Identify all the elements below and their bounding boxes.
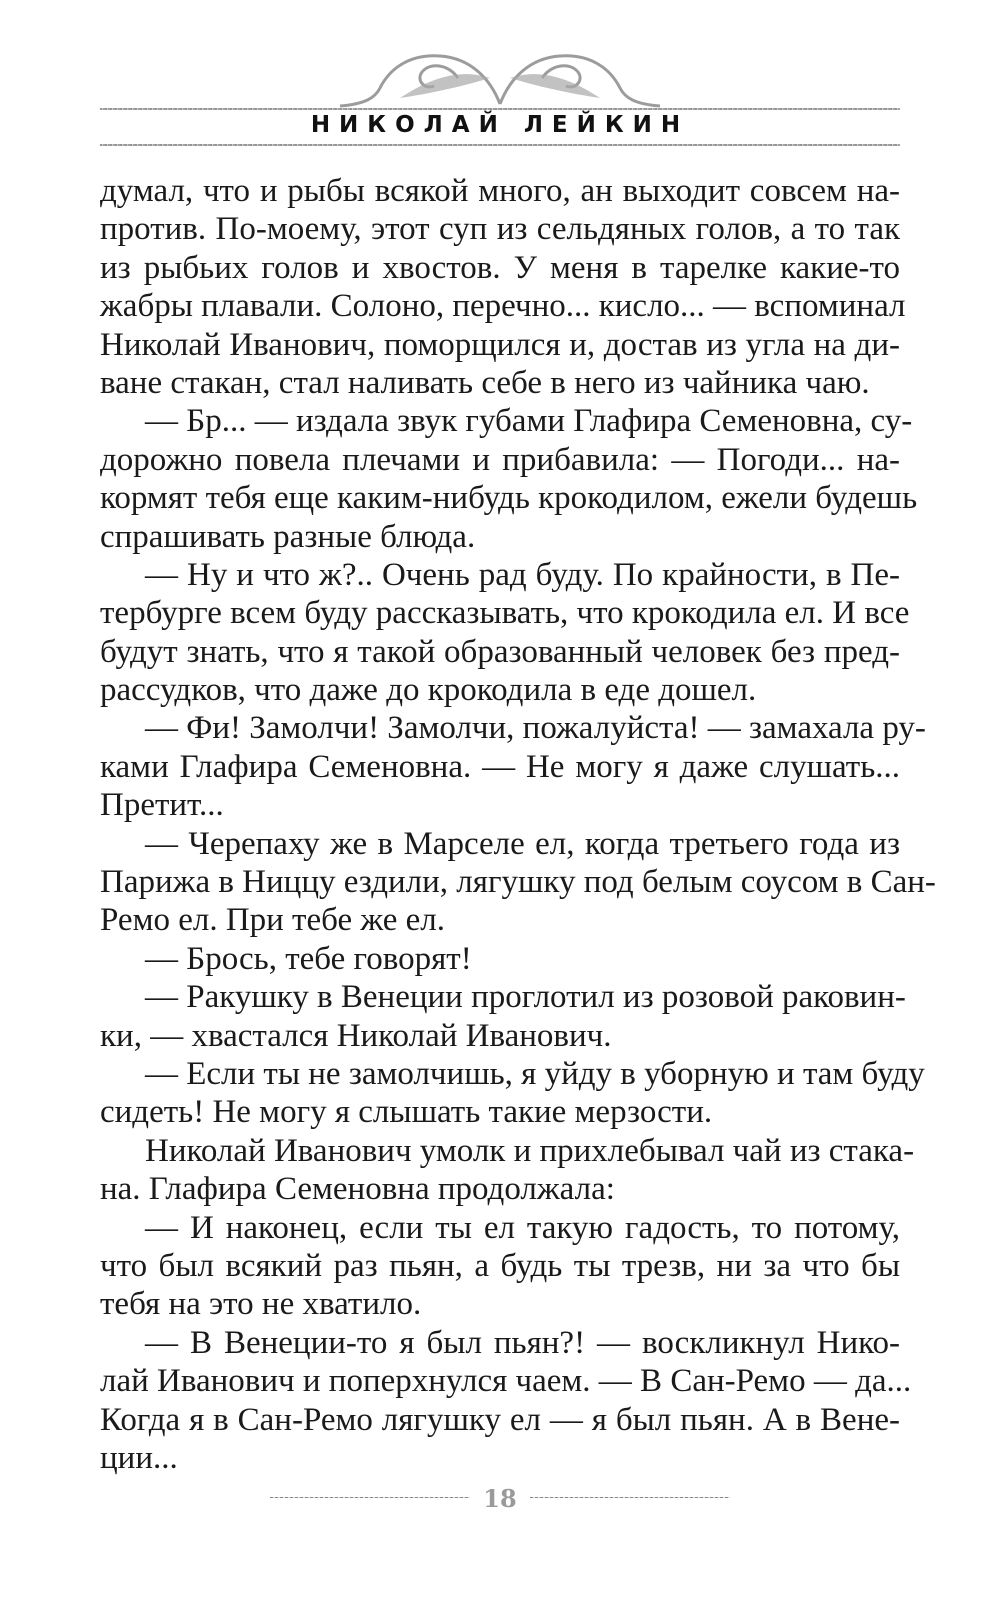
text-line: — Бр... — издала звук губами Глафира Семеновна, су- [145, 403, 913, 440]
header-ornament [340, 38, 660, 108]
text-line: Николай Иванович умолк и прихлебывал чай из стака- [145, 1132, 915, 1169]
page-number: 18 [483, 1484, 517, 1513]
text-line: Николай Иванович, поморщился и, достав из угла на ди- [100, 326, 900, 363]
text-line: ции... [100, 1439, 178, 1476]
text-line: тербурге всем буду рассказывать, что крокодила ел. И все [100, 595, 910, 632]
text-line: тебя на это не хватило. [100, 1286, 422, 1323]
text-line: будут знать, что я такой образованный человек без пред- [100, 633, 900, 670]
text-line: ками Глафира Семеновна. — Не могу я даже слушать... [100, 748, 900, 785]
text-line: дорожно повела плечами и прибавила: — Погоди... на- [100, 441, 900, 478]
text-line: — Если ты не замолчишь, я уйду в уборную и там буду [145, 1055, 925, 1092]
text-line: из рыбьих голов и хвостов. У меня в тарелке какие-то [100, 249, 900, 286]
running-head: НИКОЛАЙ ЛЕЙКИН [310, 112, 690, 138]
text-line: — Черепаху же в Марселе ел, когда третьего года из [145, 825, 900, 862]
text-line: Ремо ел. При тебе же ел. [100, 902, 446, 939]
footer-rule-left [270, 1497, 470, 1498]
text-line: кормят тебя еще каким-нибудь крокодилом, ежели будешь [100, 480, 918, 517]
text-line: сидеть! Не могу я слышать такие мерзости. [100, 1094, 713, 1131]
body-text [100, 172, 936, 1477]
text-line: лай Иванович и поперхнулся чаем. — В Сан-Ремо — да... [100, 1363, 912, 1400]
text-line: жабры плавали. Солоно, перечно... кисло... — вспоминал [100, 288, 906, 325]
text-line: думал, что и рыбы всякой много, ан выходит совсем на- [100, 173, 900, 209]
page-footer [270, 1484, 730, 1513]
text-line: против. По-моему, этот суп из сельдяных голов, а то так [100, 211, 900, 248]
text-line: ване стакан, стал наливать себе в него из чайника чаю. [100, 364, 870, 401]
text-line: спрашивать разные блюда. [100, 518, 476, 555]
header-rule-bottom [100, 144, 900, 146]
text-line: Претит... [100, 787, 224, 824]
text-line: ки, — хвастался Николай Иванович. [100, 1017, 612, 1054]
text-line: — И наконец, если ты ел такую гадость, то потому, [145, 1209, 900, 1246]
text-line: — Брось, тебе говорят! [145, 940, 472, 977]
text-line: — Ракушку в Венеции проглотил из розовой раковин- [145, 979, 906, 1016]
text-line: Когда я в Сан-Ремо лягушку ел — я был пьян. А в Вене- [100, 1401, 900, 1438]
text-line: — Фи! Замолчи! Замолчи, пожалуйста! — замахала ру- [145, 710, 926, 747]
text-line: что был всякий раз пьян, а будь ты трезв, ни за что бы [100, 1247, 900, 1284]
text-line: рассудков, что даже до крокодила в еде дошел. [100, 672, 757, 709]
text-line: Парижа в Ниццу ездили, лягушку под белым соусом в Сан- [100, 864, 936, 901]
footer-rule-right [530, 1497, 730, 1498]
text-line: — Ну и что ж?.. Очень рад буду. По крайности, в Пе- [145, 556, 900, 593]
header-rule-top [100, 108, 900, 110]
text-line: на. Глафира Семеновна продолжала: [100, 1171, 615, 1208]
text-line: — В Венеции-то я был пьян?! — воскликнул Нико- [145, 1324, 900, 1361]
